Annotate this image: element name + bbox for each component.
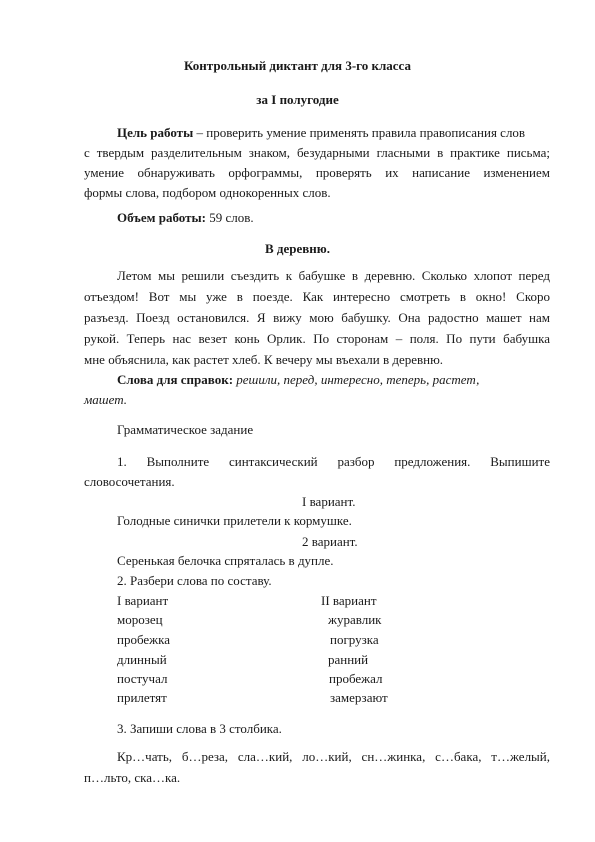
goal-line-4: формы слова, подбором однокоренных слов. (84, 185, 331, 200)
dictation-line-5: мне объяснила, как растет хлеб. К вечеру мы въехали в деревню. (84, 352, 444, 367)
task2-col1-word: пробежка (117, 632, 171, 647)
dictation-line-4: рукой. Теперь нас везет конь Орлик. По сторонам – поля. По пути бабушка (84, 331, 550, 346)
task2-col1-word: морозец (117, 612, 163, 627)
goal-label: Цель работы (117, 125, 194, 140)
dictation-line-3: разъезд. Поезд остановился. Я вижу мою бабушку. Она радостно машет нам (84, 310, 550, 325)
task1-variant2-label: 2 вариант. (302, 534, 358, 549)
task3-line-1: Кр…чать, б…реза, сла…кий, ло…кий, сн…жинка, с…бака, т…желый, (117, 749, 550, 764)
grammar-title: Грамматическое задание (117, 422, 254, 437)
reference-words-label: Слова для справок: (117, 372, 234, 387)
task3-line-2: п…льто, ска…ка. (84, 770, 181, 785)
reference-words-line (117, 372, 479, 388)
reference-words-list: решили, перед, интересно, теперь, растет, (233, 372, 480, 387)
goal-line-2: с твердым разделительным знаком, безударными гласными в практике письма; (84, 145, 550, 160)
task1-variant1-label: I вариант. (302, 494, 356, 509)
reference-words-line-2: машет. (84, 392, 128, 407)
task2-title: 2. Разбери слова по составу. (117, 573, 272, 588)
task3-title: 3. Запиши слова в 3 столбика. (117, 721, 282, 736)
goal-line-1 (117, 125, 525, 141)
task2-col2-word: пробежал (329, 671, 383, 686)
task1-line-1: 1. Выполните синтаксический разбор предложения. Выпишите (117, 454, 550, 469)
task2-col1-header: I вариант (117, 593, 169, 608)
goal-text-1: – проверить умение применять правила правописания слов (193, 125, 526, 140)
task2-col2-word: ранний (328, 652, 369, 667)
volume-value: 59 слов. (206, 210, 254, 225)
volume-label: Объем работы: (117, 210, 206, 225)
goal-line-3: умение обнаруживать орфограммы, проверять их написание изменением (84, 165, 550, 180)
document-title: Контрольный диктант для 3-го класса (184, 58, 411, 73)
volume-line (117, 210, 254, 226)
task2-col2-word: журавлик (328, 612, 382, 627)
task2-col2-header: II вариант (321, 593, 377, 608)
dictation-line-1: Летом мы решили съездить к бабушке в деревню. Сколько хлопот перед (117, 268, 550, 283)
task1-line-2: словосочетания. (84, 474, 175, 489)
task2-col1-word: длинный (117, 652, 167, 667)
dictation-line-2: отъездом! Вот мы уже в поезде. Как интересно смотреть в окно! Скоро (84, 289, 550, 304)
dictation-title: В деревню. (265, 241, 330, 256)
task2-col2-word: погрузка (330, 632, 379, 647)
task2-col1-word: постучал (117, 671, 168, 686)
task2-col1-word: прилетят (117, 690, 167, 705)
task2-col2-word: замерзают (330, 690, 388, 705)
document-subtitle: за I полугодие (256, 92, 339, 107)
task1-variant1-sentence: Голодные синички прилетели к кормушке. (117, 513, 352, 528)
task1-variant2-sentence: Серенькая белочка спряталась в дупле. (117, 553, 334, 568)
